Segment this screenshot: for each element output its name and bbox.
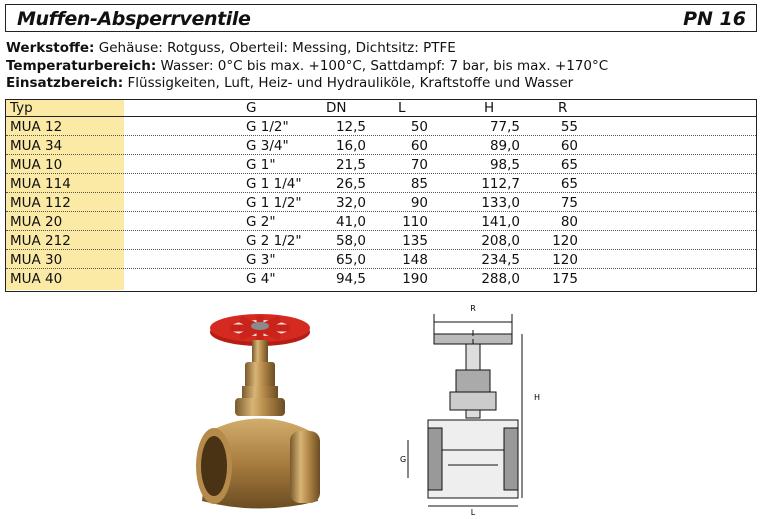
cell-typ: MUA 112 (10, 195, 71, 211)
spec-materials (6, 40, 456, 57)
row-divider (6, 268, 756, 269)
cell-dn: 58,0 (335, 233, 366, 249)
spec-label: Temperaturbereich: (6, 58, 157, 74)
header-typ: Typ (10, 100, 33, 116)
cell-g: G 4" (246, 271, 276, 287)
row-divider (6, 211, 756, 212)
cell-l: 190 (402, 271, 428, 287)
header-dn: DN (326, 100, 347, 116)
cell-r: 175 (552, 271, 578, 287)
cell-l: 50 (410, 119, 428, 135)
spec-temperature (6, 58, 608, 75)
cell-dn: 12,5 (335, 119, 366, 135)
row-divider (6, 135, 756, 136)
table-row (6, 176, 756, 193)
cell-h: 89,0 (489, 138, 520, 154)
cell-l: 90 (410, 195, 428, 211)
cell-g: G 3/4" (246, 138, 289, 154)
spec-text: Flüssigkeiten, Luft, Heiz- und Hydrauliköle, Kraftstoffe und Wasser (123, 75, 574, 91)
row-divider (6, 154, 756, 155)
row-divider (6, 230, 756, 231)
spec-label: Einsatzbereich: (6, 75, 124, 91)
table-row (6, 119, 756, 136)
cell-r: 65 (560, 157, 578, 173)
cell-dn: 32,0 (335, 195, 366, 211)
drawing-label-l: L (470, 508, 476, 516)
drawing-label-h: H (534, 393, 541, 402)
cell-l: 60 (410, 138, 428, 154)
row-divider (6, 249, 756, 250)
cell-dn: 65,0 (335, 252, 366, 268)
cell-typ: MUA 114 (10, 176, 71, 192)
cell-h: 141,0 (481, 214, 520, 230)
cell-g: G 3" (246, 252, 276, 268)
cell-typ: MUA 10 (10, 157, 63, 173)
title-bar (5, 4, 757, 32)
cell-r: 65 (560, 176, 578, 192)
header-g: G (246, 100, 257, 116)
spec-application (6, 75, 573, 92)
row-divider (6, 173, 756, 174)
cell-l: 85 (410, 176, 428, 192)
row-divider (6, 192, 756, 193)
spec-text: Gehäuse: Rotguss, Oberteil: Messing, Dichtsitz: PTFE (94, 40, 456, 56)
cell-r: 75 (560, 195, 578, 211)
page-title: Muffen-Absperrventile (17, 8, 251, 30)
table-row (6, 271, 756, 288)
cell-dn: 26,5 (335, 176, 366, 192)
drawing-label-g: G (400, 455, 407, 464)
table-row (6, 157, 756, 174)
cell-r: 60 (560, 138, 578, 154)
cell-h: 288,0 (481, 271, 520, 287)
cell-typ: MUA 12 (10, 119, 63, 135)
pressure-rating: PN 16 (683, 8, 746, 30)
cell-h: 133,0 (481, 195, 520, 211)
table-row (6, 214, 756, 231)
cell-r: 80 (560, 214, 578, 230)
cell-h: 208,0 (481, 233, 520, 249)
drawing-label-r: R (470, 304, 476, 313)
spec-label: Werkstoffe: (6, 40, 95, 56)
cell-l: 70 (410, 157, 428, 173)
cell-h: 77,5 (489, 119, 520, 135)
cell-g: G 1 1/4" (246, 176, 302, 192)
table-row (6, 195, 756, 212)
header-h: H (484, 100, 495, 116)
cell-dn: 41,0 (335, 214, 366, 230)
header-divider (6, 116, 756, 117)
table-row (6, 138, 756, 155)
dimension-table (5, 99, 757, 292)
cell-r: 55 (560, 119, 578, 135)
cell-g: G 2" (246, 214, 276, 230)
cell-dn: 21,5 (335, 157, 366, 173)
header-l: L (398, 100, 406, 116)
cell-l: 135 (402, 233, 428, 249)
cell-l: 148 (402, 252, 428, 268)
table-row (6, 233, 756, 250)
valve-technical-drawing (398, 300, 550, 516)
cell-dn: 16,0 (335, 138, 366, 154)
valve-photo (190, 306, 330, 516)
cell-g: G 1/2" (246, 119, 289, 135)
cell-l: 110 (402, 214, 428, 230)
table-row (6, 252, 756, 269)
table-header-row (6, 100, 756, 117)
cell-dn: 94,5 (335, 271, 366, 287)
spec-text: Wasser: 0°C bis max. +100°C, Sattdampf: 7 bar, bis max. +170°C (156, 58, 609, 74)
cell-typ: MUA 30 (10, 252, 63, 268)
cell-g: G 1" (246, 157, 276, 173)
cell-h: 98,5 (489, 157, 520, 173)
cell-typ: MUA 40 (10, 271, 63, 287)
cell-g: G 1 1/2" (246, 195, 302, 211)
cell-h: 112,7 (481, 176, 520, 192)
cell-typ: MUA 34 (10, 138, 63, 154)
cell-typ: MUA 212 (10, 233, 71, 249)
header-r: R (558, 100, 568, 116)
cell-h: 234,5 (481, 252, 520, 268)
cell-r: 120 (552, 233, 578, 249)
cell-typ: MUA 20 (10, 214, 63, 230)
cell-r: 120 (552, 252, 578, 268)
cell-g: G 2 1/2" (246, 233, 302, 249)
